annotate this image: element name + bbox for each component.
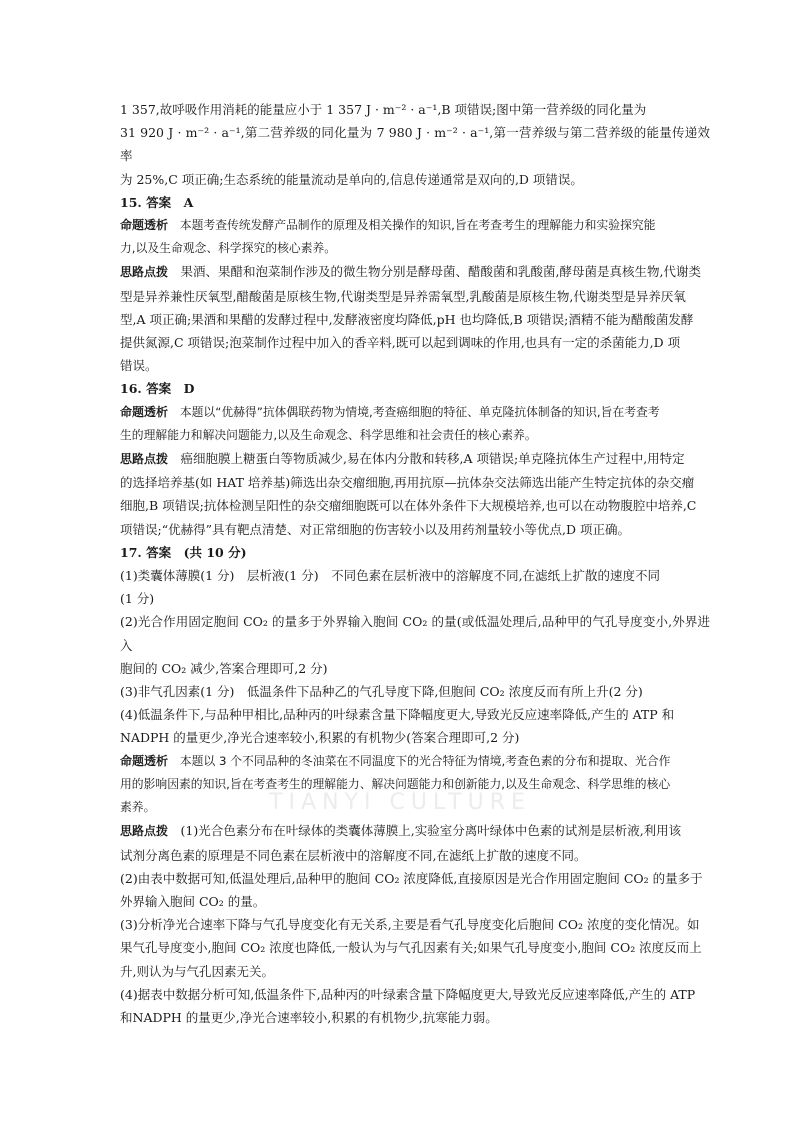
- hint-label: 思路点拨: [120, 265, 169, 280]
- text-line: 升,则认为与气孔因素无关。: [120, 963, 274, 979]
- answer-page: [120, 98, 710, 1029]
- intent-label: 命题透析: [120, 404, 169, 419]
- text-line: 1 357,故呼吸作用消耗的能量应小于 1 357 J · m⁻² · a⁻¹,B 项错误;图中第一营养级的同化量为: [120, 102, 647, 117]
- text-line: 型,A 项正确;果酒和果醋的发酵过程中,发酵液密度均降低,pH 也均降低,B 项错误;酒精不能为醋酸菌发酵: [120, 311, 694, 327]
- text-line: 和NADPH 的量更少,净光合速率较小,积累的有机物少,抗寒能力弱。: [120, 1009, 498, 1025]
- text-line: (3)分析净光合速率下降与气孔导度变化有无关系,主要是看气孔导度变化后胞间 CO₂ 浓度的变化情况。如: [120, 917, 700, 933]
- watermark: TIANYI CULTURE: [269, 790, 531, 815]
- q17-answer-heading: 17. 答案 (共 10 分): [120, 544, 247, 560]
- text-line: (3)非气孔因素(1 分) 低温条件下品种乙的气孔导度下降,但胞间 CO₂ 浓度反而有所上升(2 分): [120, 684, 643, 700]
- text-line: 力,以及生命观念、科学探究的核心素养。: [120, 241, 337, 256]
- text-line: 为 25%,C 项正确;生态系统的能量流动是单向的,信息传递通常是双向的,D 项错误。: [120, 171, 583, 187]
- text-line: 生的理解能力和解决问题能力,以及生命观念、科学思维和社会责任的核心素养。: [120, 427, 537, 442]
- text-line: 素养。: [120, 800, 156, 815]
- text-line: (2)由表中数据可知,低温处理后,品种甲的胞间 CO₂ 浓度降低,直接原因是光合作用固定胞间 CO₂ 的量多于: [120, 870, 703, 886]
- text-line: 提供氮源,C 项错误;泡菜制作过程中加入的香辛料,既可以起到调味的作用,也具有一定的杀菌能力,D 项: [120, 335, 681, 351]
- text-line: NADPH 的量更少,净光合速率较小,积累的有机物少(答案合理即可,2 分): [120, 730, 520, 746]
- text-line: (4)据表中数据分析可知,低温条件下,品种丙的叶绿素含量下降幅度更大,导致光反应速率降低,产生的 ATP: [120, 986, 696, 1002]
- q15-intent: 命题透析 本题考查传统发酵产品制作的原理及相关操作的知识,旨在考查考生的理解能力和实验探究能: [120, 218, 656, 233]
- text-line: 错误。: [120, 358, 158, 374]
- q16-intent: 命题透析 本题以“优赫得”抗体偶联药物为情境,考查癌细胞的特征、单克隆抗体制备的知识,旨在考查考: [120, 404, 660, 419]
- text-line: 的选择培养基(如 HAT 培养基)筛选出杂交瘤细胞,再用抗原—抗体杂交法筛选出能产生特定抗体的杂交瘤: [120, 475, 695, 491]
- q15-answer-heading: 15. 答案 A: [120, 194, 194, 210]
- text-line: 胞间的 CO₂ 减少,答案合理即可,2 分): [120, 660, 328, 676]
- text-line: 型是异养兼性厌氧型,醋酸菌是原核生物,代谢类型是异养需氧型,乳酸菌是原核生物,代谢类型是异养厌氧: [120, 288, 686, 304]
- intent-label: 命题透析: [120, 753, 169, 768]
- hint-label: 思路点拨: [120, 824, 169, 839]
- q17-hint: 思路点拨 (1)光合色素分布在叶绿体的类囊体薄膜上,实验室分离叶绿体中色素的试剂是层析液,利用该: [120, 823, 682, 839]
- hint-label: 思路点拨: [120, 452, 169, 467]
- q17-intent: 命题透析 本题以 3 个不同品种的冬油菜在不同温度下的光合特征为情境,考查色素的分布和提取、光合作: [120, 753, 671, 768]
- text-line: 果气孔导度变小,胞间 CO₂ 浓度也降低,一般认为与气孔因素有关;如果气孔导度变小,胞间 CO₂ 浓度反而上: [120, 940, 702, 956]
- text-line: (4)低温条件下,与品种甲相比,品种丙的叶绿素含量下降幅度更大,导致光反应速率降低,产生的 ATP 和: [120, 707, 675, 723]
- q15-hint: 思路点拨 果酒、果醋和泡菜制作涉及的微生物分别是酵母菌、醋酸菌和乳酸菌,酵母菌是真核生物,代谢类: [120, 264, 701, 280]
- text-line: 用的影响因素的知识,旨在考查考生的理解能力、解决问题能力和创新能力,以及生命观念、科学思维的核心: [120, 776, 671, 791]
- text-line: (1)类囊体薄膜(1 分) 层析液(1 分) 不同色素在层析液中的溶解度不同,在滤纸上扩散的速度不同: [120, 568, 661, 584]
- text-line: (2)光合作用固定胞间 CO₂ 的量多于外界输入胞间 CO₂ 的量(或低温处理后,品种甲的气孔导度变小,外界进入: [120, 614, 710, 653]
- text-line: 试剂分离色素的原理是不同色素在层析液中的溶解度不同,在滤纸上扩散的速度不同。: [120, 847, 587, 863]
- text-line: 外界输入胞间 CO₂ 的量。: [120, 893, 266, 909]
- text-line: 细胞,B 项错误;抗体检测呈阳性的杂交瘤细胞既可以在体外条件下大规模培养,也可以在动物腹腔中培养,C: [120, 498, 697, 514]
- text-line: (1 分): [120, 591, 155, 607]
- q16-answer-heading: 16. 答案 D: [120, 381, 195, 397]
- intent-label: 命题透析: [120, 218, 169, 233]
- text-line: 31 920 J · m⁻² · a⁻¹,第二营养级的同化量为 7 980 J · m⁻² · a⁻¹,第一营养级与第二营养级的能量传递效率: [120, 125, 710, 164]
- text-line: 项错误;“优赫得”具有靶点清楚、对正常细胞的伤害较小以及用药剂量较小等优点,D 项正确。: [120, 521, 630, 537]
- q16-hint: 思路点拨 癌细胞膜上糖蛋白等物质减少,易在体内分散和转移,A 项错误;单克隆抗体生产过程中,用特定: [120, 451, 685, 467]
